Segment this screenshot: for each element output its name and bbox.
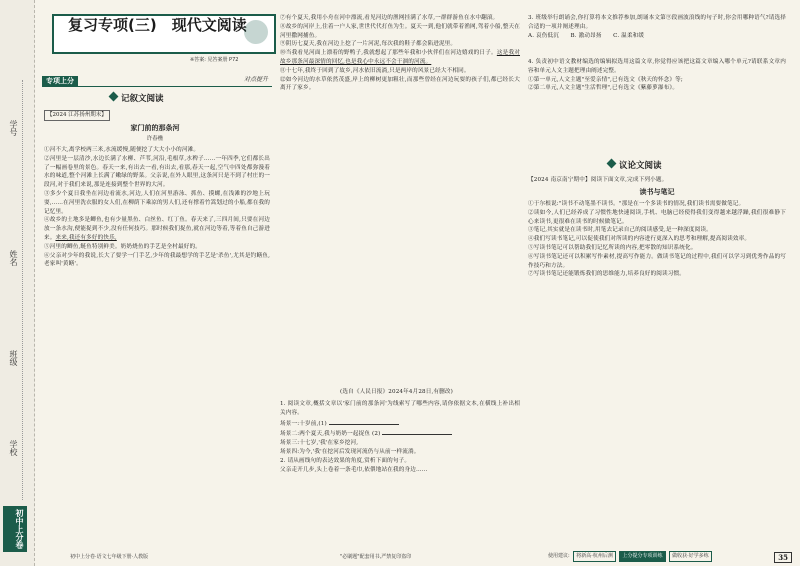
paragraph: ⑦写读书笔记还能锻炼我们的思维能力,培养良好的阅读习惯。	[528, 271, 686, 278]
narrative-source: 【2024 江苏扬州期末】	[44, 110, 110, 121]
paragraph: ④我们写读书笔记,可以促使我们对所读的内容进行更深入的思考和理解,提高阅读效率。	[528, 236, 751, 243]
underlined-sentence: 来来,我还有多好的快乐,	[55, 234, 117, 241]
argument-source: 【2024 南京南宁期中】阅读下面文章,完成下列小题。	[528, 177, 668, 183]
narrative-body	[44, 146, 270, 269]
usage-label: 使用建议	[548, 553, 569, 560]
section-bar-label: 专项上分	[42, 76, 78, 86]
brand-label: 初中上分卷	[3, 506, 27, 552]
question-4-option-1: ①第一单元,人文主题"至爱亲情",已有选文《秋天的怀念》等;	[528, 76, 683, 83]
paragraph: ⑤写读书笔记可以帮助我们记忆所读的内容,把零散的知识系统化。	[528, 244, 697, 251]
paragraph: ①于尔根说:"读书不动笔墨不读书。"那是在一个多读书的情况,我们读书需要做笔记。	[528, 201, 745, 207]
question-2: 2. 请从画线句的表达效果的角度,赏析下面的句子。	[280, 457, 411, 464]
paragraph: ⑨阴历七夏天,我在河边上挖了一片河泥,每次我的鞋子都会陷进泥里。	[280, 41, 457, 48]
paragraph: ⑪十七年,我终于回到了故乡,河水依旧流淌,只是两岸的风景已经大不相同。	[280, 67, 470, 74]
paragraph: ⑤河里的鲫鱼,鲢鱼特别鲜美。奶奶烧鱼的手艺是全村最好的。	[44, 243, 202, 250]
answer-blank-2[interactable]	[382, 428, 452, 435]
answer-reference: ※答案: 见答案册 P72	[190, 57, 239, 63]
article-author: 许春樵	[146, 136, 164, 142]
binding-margin	[0, 0, 35, 566]
footer-tag: 做收获·好学多练	[669, 551, 712, 562]
paragraph: ⑥父亲对少年的我说,长大了要学一门手艺,少年的我最想学的手艺是'杀鱼',尤其是钓鳝鱼,老家叫'黄鳝'。	[44, 252, 270, 268]
question-4-option-2: ②第二单元,人文主题"生活哲理",已有选文《紫藤萝瀑布》。	[528, 85, 679, 92]
class-label: 班级	[9, 350, 18, 366]
paragraph: ①河不大,离学校两三米,水流缓慢,随便挖了大大小小的河滩。	[44, 147, 200, 153]
argument-title: 读书与笔记	[639, 187, 675, 196]
title-box	[52, 14, 276, 54]
argument-body	[528, 200, 786, 279]
question-4: 4. 负责初中语文教材编选的编辑拟选用这篇文章,你觉得应该把这篇文章编入哪个单元?请联系文章内容和单元人文主题把理由阐述完整。	[528, 58, 786, 74]
paragraph: ⑦有个夏天,我用小舟在河中漂流,看见河边的渔网挂满了水草,一群群游鱼在水中翻滚。	[280, 15, 499, 21]
question-3-options: A. 哀伤低沉 B. 激动昂扬 C. 温柔和缓	[528, 32, 645, 39]
page-title: 复习专项(三) 现代文阅读	[68, 16, 247, 34]
paragraph: ⑥写读书笔记还可以积累写作素材,提高写作能力。做读书笔记的过程中,我们可以学习到优秀作品的写作技巧和方法。	[528, 253, 786, 269]
argument-heading: 议论文阅读	[608, 160, 662, 171]
underlined-sentence: 这是我对故乡那条河最深情的回忆,也是我心中永远不会干涸的河流。	[280, 50, 520, 65]
score-label: 对点提升	[243, 76, 268, 83]
paragraph: ②河里是一层清沙,水边长满了水柳、芦苇,河沿,毛根草,水稗子……一年四季,它们都长出了一幅画卷里的景色。春天一来,有出去一看,有出去,看那,春天一起,空气中四处都弥漫着水的味道,整个河滩上长满了嫩绿的野菜。父亲说,在外人眼里,这条河只是不到了村庄的一段河,对于我们来说,那是连接到整个世界的大河。	[44, 155, 270, 189]
diamond-icon	[109, 92, 119, 102]
paragraph: ③多少个夏日我坐在河边看流水,河边,人们在河里游泳、抓鱼、摸螺,在浅滩的沙地上玩耍,……在河里洗衣服的女人们,在柳荫下乘凉的男人们,还有撑着竹篙划过的小船,都在我的记忆里。	[44, 190, 270, 215]
paragraph: ③笔记,其实就是在读书时,用笔去记录自己的阅读感受,是一种深度阅读。	[528, 227, 712, 234]
section-bar	[42, 76, 272, 87]
school-label: 学校	[9, 440, 18, 456]
paragraph: ⑫如今河边的水草依然茂盛,岸上的柳树更加粗壮,而那些曾经在河边玩耍的孩子们,都已经长大离开了家乡。	[280, 76, 520, 92]
title-decoration-icon	[244, 20, 268, 44]
question-1: 1. 阅读文章,概括文章以'家门前的那条河'为线索写了哪些内容,请你依据文本,在横线上补出相关内容。 场景一:十岁前,(1) 场景二:两个夏天,我与奶奶一起捉鱼 (2) 场景三:十七岁,'我'在家乡挖河, 场景四:为今,'我'在挖河后发现河流仍与从前一样流淌。 2. 请从画线句的表达效果的角度,赏析下面的句子。 父亲走开几步,头上卷着一条毛巾,依偎地站在我的身边……	[280, 401, 520, 473]
source-note: (选自《人民日报》2024年4月28日,有删改)	[340, 389, 453, 395]
scene-2: 场景二:两个夏天,我与奶奶一起捉鱼 (2)	[280, 431, 381, 438]
scene-1: 场景一:十岁前,(1)	[280, 420, 327, 427]
diamond-icon	[607, 159, 617, 169]
paragraph: ⑧故乡的河岸上,住着一户人家,世世代代打鱼为生。夏天一到,他们就带着渔网,驾着小船,整天在河里撒网捕鱼。	[280, 23, 520, 39]
paragraph: ⑩当我看见河面上漂着的野鸭子,我就想起了那些年我和小伙伴们在河边嬉戏的日子。	[280, 50, 497, 57]
narrative-body-continued	[280, 14, 520, 93]
column-middle	[280, 0, 523, 566]
footer-middle: "必刷题"配套用书,严禁复印盗印	[340, 554, 412, 561]
narrative-heading: 记叙文阅读	[110, 93, 164, 104]
question-2-quote: 父亲走开几步,头上卷着一条毛巾,依偎地站在我的身边……	[280, 466, 428, 473]
cut-line	[22, 80, 23, 500]
question-3: 3. 班级举行朗诵会,你打算将本文推荐参加,朗诵本文第⑨段画波浪线的句子时,你会用哪种语气?请选择合适的一项并阐述理由。	[528, 15, 786, 30]
column-left	[40, 0, 275, 566]
scene-4: 场景四:为今,'我'在挖河后发现河流仍与从前一样流淌。	[280, 448, 420, 455]
number-label: 学号	[9, 120, 18, 136]
footer-right: 使用建议: 将新高·杭州后测 上分提分专项训练 做收获·好学多练	[548, 551, 712, 562]
footer-tag: 将新高·杭州后测	[573, 551, 616, 562]
question-3-4	[528, 14, 786, 93]
paragraph: ②读如今,人们已经养成了习惯性地快速阅读,手机、电脑已经使得我们变得越来越浮躁,我们很难静下心来读书,更很难在读书的时候做笔记。	[528, 209, 786, 225]
footer-tag: 上分提分专项训练	[619, 551, 665, 562]
scene-3: 场景三:十七岁,'我'在家乡挖河,	[280, 440, 359, 447]
answer-blank-1[interactable]	[329, 418, 399, 425]
page-number: 35	[774, 552, 792, 563]
footer-left: 初中上分卷·语文七年级下册·人教版	[70, 554, 149, 561]
name-label: 姓名	[9, 250, 18, 266]
article-title: 家门前的那条河	[130, 123, 180, 132]
paragraph: ④故乡的土地多是鲫鱼,也有少量黑鱼、白丝鱼、红丁鱼。春天来了,三四月间,只要在河边放一条水沟,便能捉到不少,没有任何技巧。那时候我们捉鱼,就在河边等着,等着鱼自己游进来。	[44, 217, 270, 241]
column-right	[528, 0, 790, 566]
